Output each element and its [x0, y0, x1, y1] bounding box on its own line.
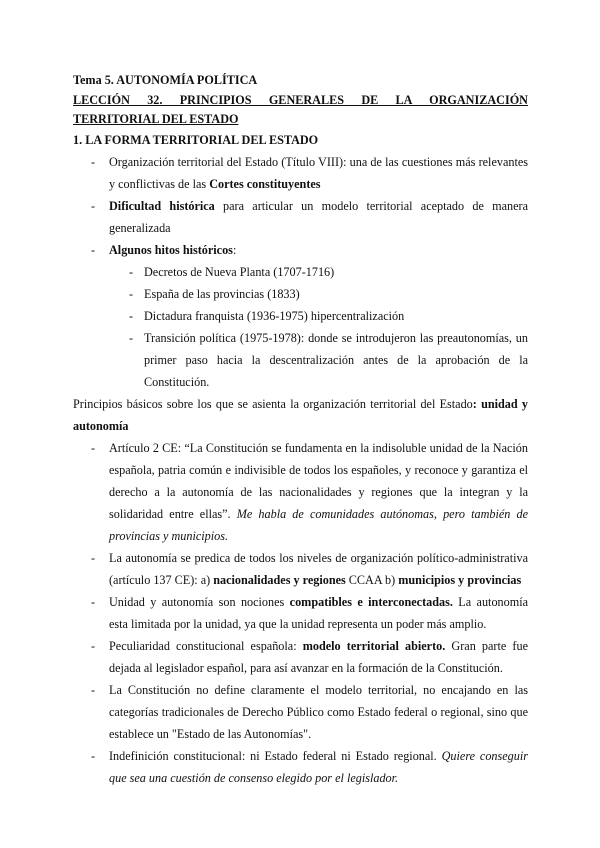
milestone-item: - Dictadura franquista (1936-1975) hipercentralización: [109, 305, 528, 327]
lesson-title: LECCIÓN 32. PRINCIPIOS GENERALES DE LA ORGANIZACIÓN TERRITORIAL DEL ESTADO: [73, 93, 528, 126]
section-title: 1. LA FORMA TERRITORIAL DEL ESTADO: [73, 133, 319, 147]
intro-list: [73, 151, 528, 393]
list-item: - Organización territorial del Estado (Título VIII): una de las cuestiones más relevantes y conflictivas de las Cortes constituyentes: [73, 151, 528, 195]
list-item: - Artículo 2 CE: “La Constitución se fundamenta en la indisoluble unidad de la Nación española, patria común e indivisible de todos los españoles, y reconoce y garantiza el derecho a la autonomía de las nacionalidades y regiones que la integran y la solidaridad entre ellas”. Me habla de comunidades autónomas, pero también de provincias y municipios.: [73, 437, 528, 547]
list-item: - Unidad y autonomía son nociones compatibles e interconectadas. La autonomía esta limitada por la unidad, ya que la unidad representa un poder más amplio.: [73, 591, 528, 635]
list-item: - Indefinición constitucional: ni Estado federal ni Estado regional. Quiere conseguir que sea una cuestión de consenso elegido por el legislador.: [73, 745, 528, 789]
topic-title: Tema 5. AUTONOMÍA POLÍTICA: [73, 73, 258, 87]
list-item: - Algunos hitos históricos: - Decretos de Nueva Planta (1707-1716) - España de las provincias (1833) - Dictadura franquista (1936-1975) hipercentralización - Transición política (1975-1978): donde se introdujeron las preautonomías, un primer paso hacia la descentralización antes de la aprobación de la Constitución.: [73, 239, 528, 393]
milestone-item: - Transición política (1975-1978): donde se introdujeron las preautonomías, un primer paso hacia la descentralización antes de la aprobación de la Constitución.: [109, 327, 528, 393]
list-item: - Peculiaridad constitucional española: modelo territorial abierto. Gran parte fue dejada al legislador español, para así avanzar en la formación de la Constitución.: [73, 635, 528, 679]
principles-paragraph: Principios básicos sobre los que se asienta la organización territorial del Estado: unidad y autonomía: [73, 397, 528, 433]
milestone-item: - Decretos de Nueva Planta (1707-1716): [109, 261, 528, 283]
principles-list: [73, 437, 528, 789]
milestone-item: - España de las provincias (1833): [109, 283, 528, 305]
list-item: - La Constitución no define claramente el modelo territorial, no encajando en las categorías tradicionales de Derecho Público como Estado federal o regional, sino que establece un "Estado de las Autonomías".: [73, 679, 528, 745]
milestones-list: [109, 261, 528, 393]
list-item: - La autonomía se predica de todos los niveles de organización político-administrativa (artículo 137 CE): a) nacionalidades y regiones CCAA b) municipios y provincias: [73, 547, 528, 591]
list-item: - Dificultad histórica para articular un modelo territorial aceptado de manera generalizada: [73, 195, 528, 239]
